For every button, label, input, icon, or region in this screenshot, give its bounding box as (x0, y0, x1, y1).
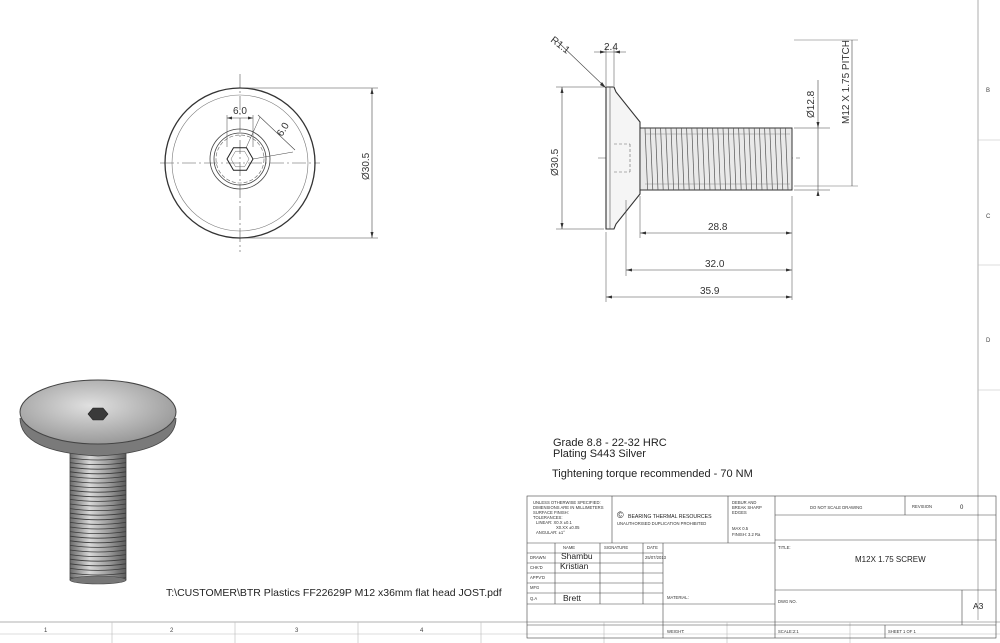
plating-note: Plating S443 Silver (553, 448, 646, 460)
zone-marker: B (986, 88, 991, 94)
drawn-date: 25/07/2013 (645, 555, 666, 560)
row-label-drawn: DRAWN (530, 555, 546, 560)
front-diameter-dim: Ø30.5 (361, 152, 372, 180)
zone-marker: D (986, 338, 991, 344)
copyright-mark: © (617, 510, 624, 520)
qa-name: Brett (563, 593, 581, 603)
row-label-approved: APPV'D (530, 575, 545, 580)
title-block (527, 496, 996, 638)
shank-diameter-dim: Ø12.8 (806, 90, 817, 118)
tol-line: UNLESS OTHERWISE SPECIFIED: (533, 500, 601, 505)
revision-value: 0 (960, 505, 964, 511)
col-name-header: NAME (563, 545, 576, 550)
head-thickness-dim: 2.4 (604, 42, 618, 53)
row-label-mfg: MFG (530, 585, 540, 590)
sheet-label: SHEET 1 OF 1 (888, 629, 916, 634)
sheet-size: A3 (973, 601, 984, 611)
drawn-name: Shambu (561, 551, 593, 561)
zone-marker: 2 (170, 628, 174, 634)
tol-line: DIMENSIONS ARE IN MILLIMETERS (533, 505, 604, 510)
scale-label: SCALE:2:1 (778, 629, 799, 634)
tol-line: TOLERANCES: (533, 515, 563, 520)
total-length-dim: 35.9 (700, 286, 720, 297)
max-finish-line: MAX 0.5 (732, 526, 749, 531)
tol-line: X0.XX ±0.05 (556, 525, 580, 530)
screw-head-profile (606, 87, 640, 229)
head-diameter-dim: Ø30.5 (550, 148, 561, 176)
revision-label: REVISION (912, 504, 933, 509)
dwg-no-label: DWG NO. (778, 599, 797, 604)
tol-line: ANGULAR: ±1° (536, 530, 565, 535)
front-hex-dim-1: 6.0 (233, 106, 247, 117)
deburr-line: BREAK SHARP (732, 505, 762, 510)
shank-length-dim: 32.0 (705, 259, 725, 270)
front-view (160, 74, 378, 252)
weight-label: WEIGHT: (667, 629, 685, 634)
tolerance-notes (533, 500, 604, 535)
zone-marker: 4 (420, 628, 424, 634)
isometric-screw-view (20, 380, 176, 584)
deburr-line: DEBUR AND (732, 500, 757, 505)
checked-name: Kristian (560, 561, 589, 571)
row-label-qa: Q.A (530, 596, 538, 601)
row-label-checked: CHK'D (530, 565, 543, 570)
thread-pitch-dim: M12 X 1.75 PITCH (841, 40, 852, 124)
deburr-line: EDGES (732, 510, 747, 515)
zone-marker: 3 (295, 628, 299, 634)
tol-line: SURFACE FINISH: (533, 510, 569, 515)
col-date-header: DATE (647, 545, 658, 550)
do-not-scale-note: DO NOT SCALE DRAWING (810, 505, 863, 510)
title-label: TITLE: (778, 545, 791, 550)
col-signature-header: SIGNATURE (604, 545, 629, 550)
material-label: MATERIAL: (667, 595, 689, 600)
zone-marker: C (986, 214, 991, 220)
tol-line: LINEAR: X0.X ±0.1 (536, 520, 572, 525)
drawing-title: M12X 1.75 SCREW (855, 555, 926, 564)
unauthorised-note: UNAUTHORISED DUPLICATION PROHIBITED (617, 521, 707, 526)
grade-note: Grade 8.8 - 22-32 HRC (553, 437, 667, 449)
radius-dim: R1.1 (548, 34, 572, 57)
torque-note: Tightening torque recommended - 70 NM (552, 468, 753, 480)
file-path-label: T:\CUSTOMER\BTR Plastics FF22629P M12 x36mm flat head JOST.pdf (166, 587, 502, 599)
company-name: BEARING THERMAL RESOURCES (628, 514, 712, 520)
thread-length-dim: 28.8 (708, 222, 728, 233)
zone-marker: 1 (44, 628, 48, 634)
front-hex-dim-2: 6.0 (275, 120, 292, 139)
max-finish-line: FINISH: 3.2 Ra (732, 532, 761, 537)
